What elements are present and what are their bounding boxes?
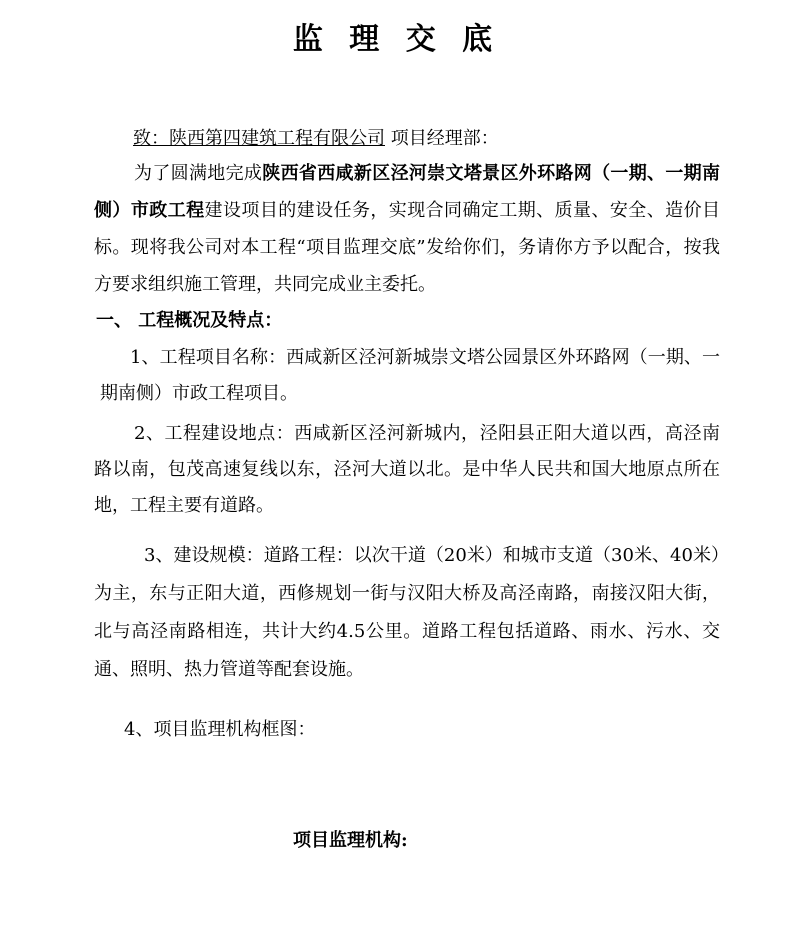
- intro-part1: 为了圆满地完成: [134, 163, 263, 184]
- intro-project-name: 陕西省西咸新区泾河崇文塔景区外环路网（一期、一期南侧）市政工程: [94, 163, 721, 221]
- address-company: 陕西第四建筑工程有限公司: [169, 128, 385, 149]
- intro-paragraph: [94, 155, 720, 303]
- section1-heading: 一、 工程概况及特点：: [96, 310, 283, 331]
- item4-line: 4、项目监理机构框图：: [124, 719, 316, 740]
- address-line: [133, 120, 499, 157]
- document-title: 监 理 交 底: [292, 22, 501, 57]
- intro-part2: 建设项目的建设任务，实现合同确定工期、质量、安全、造价目标。现将我公司对本工程“项目监理交底”发给你们，务请你方予以配合，按我方要求组织施工管理，共同完成业主委托。: [94, 200, 720, 295]
- address-suffix: 项目经理部：: [385, 128, 499, 149]
- org-chart-title: 项目监理机构:: [293, 830, 408, 851]
- address-prefix: 致：: [133, 128, 169, 149]
- item1-paragraph: 1、工程项目名称：西咸新区泾河新城崇文塔公园景区外环路网（一期、一期南侧）市政工程项目。: [100, 347, 720, 404]
- item2-paragraph: 2、工程建设地点：西咸新区泾河新城内，泾阳县正阳大道以西，高泾南路以南，包茂高速复线以东，泾河大道以北。是中华人民共和国大地原点所在地，工程主要有道路。: [94, 423, 720, 516]
- item3-paragraph: 3、建设规模：道路工程：以次干道（20米）和城市支道（30米、40米）为主，东与正阳大道，西修规划一街与汉阳大桥及高泾南路，南接汉阳大街，北与高泾南路相连，共计大约4.5公里。道路工程包括道路、雨水、污水、交通、照明、热力管道等配套设施。: [94, 545, 720, 680]
